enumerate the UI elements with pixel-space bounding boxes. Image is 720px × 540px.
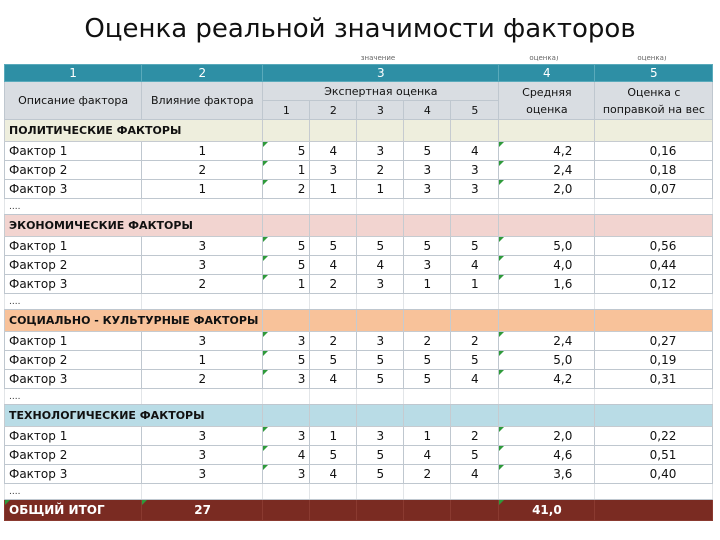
factor-name: Фактор 1 — [5, 237, 142, 256]
factor-average: 4,2 — [499, 142, 595, 161]
category-cell — [404, 120, 451, 142]
column-number: 5 — [595, 65, 713, 82]
ellipsis: .... — [5, 484, 142, 500]
empty-cell — [404, 484, 451, 500]
column-number: 4 — [499, 65, 595, 82]
expert-score: 2 — [263, 180, 310, 199]
clipped-fragment-weighted: оценка) — [637, 56, 667, 62]
total-empty — [451, 500, 499, 521]
expert-score: 1 — [263, 161, 310, 180]
expert-score: 5 — [357, 465, 404, 484]
factor-average: 2,0 — [499, 427, 595, 446]
factor-row — [5, 180, 713, 199]
expert-score: 5 — [310, 446, 357, 465]
category-cell — [357, 405, 404, 427]
column-number: 2 — [142, 65, 263, 82]
category-cell — [499, 215, 595, 237]
category-cell — [263, 405, 310, 427]
empty-cell — [142, 199, 263, 215]
category-cell — [451, 405, 499, 427]
factor-average: 4,0 — [499, 256, 595, 275]
factor-row — [5, 465, 713, 484]
factor-name: Фактор 3 — [5, 370, 142, 389]
empty-cell — [263, 294, 310, 310]
clipped-fragment-average: оценка) — [529, 56, 559, 62]
expert-score: 2 — [451, 427, 499, 446]
category-cell — [404, 405, 451, 427]
factor-weighted: 0,44 — [595, 256, 713, 275]
slide-title: Оценка реальной значимости факторов — [84, 14, 636, 44]
expert-score: 3 — [263, 465, 310, 484]
factor-weighted: 0,12 — [595, 275, 713, 294]
factor-weighted: 0,31 — [595, 370, 713, 389]
factor-weighted: 0,19 — [595, 351, 713, 370]
category-cell — [263, 215, 310, 237]
expert-score: 2 — [451, 332, 499, 351]
empty-cell — [595, 294, 713, 310]
factor-name: Фактор 2 — [5, 351, 142, 370]
empty-cell — [451, 294, 499, 310]
factor-average: 3,6 — [499, 465, 595, 484]
expert-score: 2 — [310, 332, 357, 351]
expert-score: 5 — [451, 351, 499, 370]
factor-average: 4,2 — [499, 370, 595, 389]
ellipsis-row — [5, 389, 713, 405]
expert-score: 5 — [310, 351, 357, 370]
empty-cell — [357, 484, 404, 500]
empty-cell — [142, 389, 263, 405]
factor-weighted: 0,27 — [595, 332, 713, 351]
expert-col-header: 3 — [357, 101, 404, 120]
factor-name: Фактор 1 — [5, 142, 142, 161]
expert-score: 2 — [310, 275, 357, 294]
empty-cell — [595, 389, 713, 405]
expert-score: 5 — [357, 237, 404, 256]
ellipsis-row — [5, 199, 713, 215]
factor-name: Фактор 3 — [5, 180, 142, 199]
category-name: ПОЛИТИЧЕСКИЕ ФАКТОРЫ — [5, 120, 263, 142]
factor-average: 4,6 — [499, 446, 595, 465]
factor-average: 2,4 — [499, 332, 595, 351]
expert-score: 4 — [263, 446, 310, 465]
category-cell — [310, 120, 357, 142]
factor-weighted: 0,22 — [595, 427, 713, 446]
empty-cell — [451, 484, 499, 500]
factor-row — [5, 256, 713, 275]
category-cell — [263, 310, 310, 332]
expert-score: 4 — [357, 256, 404, 275]
expert-score: 4 — [451, 465, 499, 484]
expert-score: 3 — [263, 370, 310, 389]
empty-cell — [310, 294, 357, 310]
expert-score: 3 — [357, 275, 404, 294]
expert-col-header: 1 — [263, 101, 310, 120]
category-cell — [310, 215, 357, 237]
empty-cell — [357, 199, 404, 215]
header-influence: Влияние фактора — [142, 82, 263, 120]
empty-cell — [357, 389, 404, 405]
empty-cell — [404, 294, 451, 310]
factor-weighted: 0,56 — [595, 237, 713, 256]
expert-score: 5 — [404, 142, 451, 161]
category-cell — [451, 310, 499, 332]
empty-cell — [142, 294, 263, 310]
expert-score: 1 — [357, 180, 404, 199]
factor-influence: 2 — [142, 370, 263, 389]
factor-influence: 3 — [142, 237, 263, 256]
empty-cell — [263, 389, 310, 405]
factor-influence: 1 — [142, 180, 263, 199]
category-cell — [595, 310, 713, 332]
expert-score: 5 — [357, 351, 404, 370]
expert-score: 4 — [451, 370, 499, 389]
expert-score: 3 — [404, 180, 451, 199]
expert-score: 5 — [263, 351, 310, 370]
factor-average: 2,0 — [499, 180, 595, 199]
expert-score: 3 — [404, 161, 451, 180]
factor-influence: 3 — [142, 427, 263, 446]
expert-score: 4 — [451, 142, 499, 161]
expert-score: 3 — [404, 256, 451, 275]
expert-col-header: 2 — [310, 101, 357, 120]
clipped-fragment-expert: значение — [360, 56, 396, 62]
expert-score: 5 — [310, 237, 357, 256]
expert-score: 3 — [451, 180, 499, 199]
category-cell — [357, 215, 404, 237]
header-weighted: Оценка с поправкой на вес — [595, 82, 713, 120]
total-influence: 27 — [142, 500, 263, 521]
factor-influence: 3 — [142, 465, 263, 484]
expert-score: 5 — [263, 142, 310, 161]
expert-score: 3 — [310, 161, 357, 180]
category-cell — [263, 120, 310, 142]
header-row — [5, 82, 713, 101]
category-cell — [451, 215, 499, 237]
total-empty — [310, 500, 357, 521]
ellipsis: .... — [5, 199, 142, 215]
factor-row — [5, 237, 713, 256]
expert-score: 4 — [404, 446, 451, 465]
expert-score: 4 — [451, 256, 499, 275]
empty-cell — [142, 484, 263, 500]
expert-score: 1 — [310, 180, 357, 199]
empty-cell — [310, 484, 357, 500]
expert-score: 3 — [357, 142, 404, 161]
category-cell — [357, 310, 404, 332]
factor-name: Фактор 2 — [5, 446, 142, 465]
factor-name: Фактор 3 — [5, 275, 142, 294]
factor-influence: 3 — [142, 446, 263, 465]
category-cell — [310, 405, 357, 427]
expert-score: 3 — [451, 161, 499, 180]
category-cell — [404, 215, 451, 237]
total-empty — [595, 500, 713, 521]
expert-score: 3 — [263, 332, 310, 351]
factor-influence: 2 — [142, 275, 263, 294]
ellipsis: .... — [5, 389, 142, 405]
spreadsheet — [0, 56, 720, 540]
empty-cell — [595, 199, 713, 215]
expert-score: 2 — [404, 332, 451, 351]
category-cell — [404, 310, 451, 332]
factor-row — [5, 370, 713, 389]
expert-col-header: 4 — [404, 101, 451, 120]
category-row — [5, 215, 713, 237]
expert-score: 5 — [404, 370, 451, 389]
factor-row — [5, 161, 713, 180]
header-description: Описание фактора — [5, 82, 142, 120]
expert-score: 1 — [404, 275, 451, 294]
category-row — [5, 120, 713, 142]
expert-score: 2 — [404, 465, 451, 484]
empty-cell — [404, 389, 451, 405]
empty-cell — [263, 199, 310, 215]
category-cell — [451, 120, 499, 142]
expert-score: 5 — [263, 237, 310, 256]
header-expert: Экспертная оценка — [263, 82, 499, 101]
factor-average: 1,6 — [499, 275, 595, 294]
factor-row — [5, 275, 713, 294]
expert-score: 1 — [263, 275, 310, 294]
empty-cell — [404, 199, 451, 215]
empty-cell — [595, 484, 713, 500]
factor-weighted: 0,18 — [595, 161, 713, 180]
category-cell — [499, 120, 595, 142]
expert-score: 3 — [263, 427, 310, 446]
factor-weighted: 0,40 — [595, 465, 713, 484]
factor-row — [5, 427, 713, 446]
clipped-header-fragments — [0, 56, 720, 64]
expert-score: 2 — [357, 161, 404, 180]
total-empty — [357, 500, 404, 521]
empty-cell — [310, 199, 357, 215]
category-cell — [310, 310, 357, 332]
column-number-row — [5, 65, 713, 82]
category-cell — [499, 310, 595, 332]
factor-name: Фактор 2 — [5, 256, 142, 275]
total-label: ОБЩИЙ ИТОГ — [5, 500, 142, 521]
expert-col-header: 5 — [451, 101, 499, 120]
expert-score: 5 — [263, 256, 310, 275]
category-cell — [595, 120, 713, 142]
column-number: 3 — [263, 65, 499, 82]
factor-name: Фактор 2 — [5, 161, 142, 180]
factor-row — [5, 351, 713, 370]
factor-name: Фактор 3 — [5, 465, 142, 484]
expert-score: 4 — [310, 256, 357, 275]
expert-score: 3 — [357, 332, 404, 351]
total-empty — [404, 500, 451, 521]
expert-score: 4 — [310, 370, 357, 389]
ellipsis: .... — [5, 294, 142, 310]
header-average: Средняя оценка — [499, 82, 595, 120]
expert-score: 5 — [357, 446, 404, 465]
factor-influence: 1 — [142, 142, 263, 161]
expert-score: 5 — [451, 446, 499, 465]
factor-table — [4, 64, 713, 521]
category-name: СОЦИАЛЬНО - КУЛЬТУРНЫЕ ФАКТОРЫ — [5, 310, 263, 332]
factor-row — [5, 142, 713, 161]
empty-cell — [451, 199, 499, 215]
total-empty — [263, 500, 310, 521]
category-row — [5, 310, 713, 332]
ellipsis-row — [5, 484, 713, 500]
total-row — [5, 500, 713, 521]
factor-influence: 1 — [142, 351, 263, 370]
factor-weighted: 0,16 — [595, 142, 713, 161]
category-cell — [595, 405, 713, 427]
expert-score: 5 — [357, 370, 404, 389]
category-cell — [357, 120, 404, 142]
empty-cell — [499, 294, 595, 310]
factor-average: 2,4 — [499, 161, 595, 180]
expert-score: 3 — [357, 427, 404, 446]
category-row — [5, 405, 713, 427]
expert-score: 1 — [451, 275, 499, 294]
empty-cell — [499, 484, 595, 500]
empty-cell — [357, 294, 404, 310]
empty-cell — [263, 484, 310, 500]
expert-score: 5 — [404, 351, 451, 370]
empty-cell — [451, 389, 499, 405]
factor-weighted: 0,51 — [595, 446, 713, 465]
expert-score: 1 — [310, 427, 357, 446]
expert-score: 5 — [404, 237, 451, 256]
category-name: ТЕХНОЛОГИЧЕСКИЕ ФАКТОРЫ — [5, 405, 263, 427]
factor-name: Фактор 1 — [5, 427, 142, 446]
factor-influence: 3 — [142, 332, 263, 351]
expert-score: 4 — [310, 142, 357, 161]
column-number: 1 — [5, 65, 142, 82]
factor-average: 5,0 — [499, 237, 595, 256]
category-cell — [499, 405, 595, 427]
factor-influence: 3 — [142, 256, 263, 275]
expert-score: 4 — [310, 465, 357, 484]
empty-cell — [499, 199, 595, 215]
factor-name: Фактор 1 — [5, 332, 142, 351]
category-cell — [595, 215, 713, 237]
category-name: ЭКОНОМИЧЕСКИЕ ФАКТОРЫ — [5, 215, 263, 237]
factor-weighted: 0,07 — [595, 180, 713, 199]
factor-row — [5, 332, 713, 351]
ellipsis-row — [5, 294, 713, 310]
total-average: 41,0 — [499, 500, 595, 521]
expert-score: 1 — [404, 427, 451, 446]
factor-row — [5, 446, 713, 465]
factor-average: 5,0 — [499, 351, 595, 370]
empty-cell — [499, 389, 595, 405]
factor-influence: 2 — [142, 161, 263, 180]
expert-score: 5 — [451, 237, 499, 256]
empty-cell — [310, 389, 357, 405]
